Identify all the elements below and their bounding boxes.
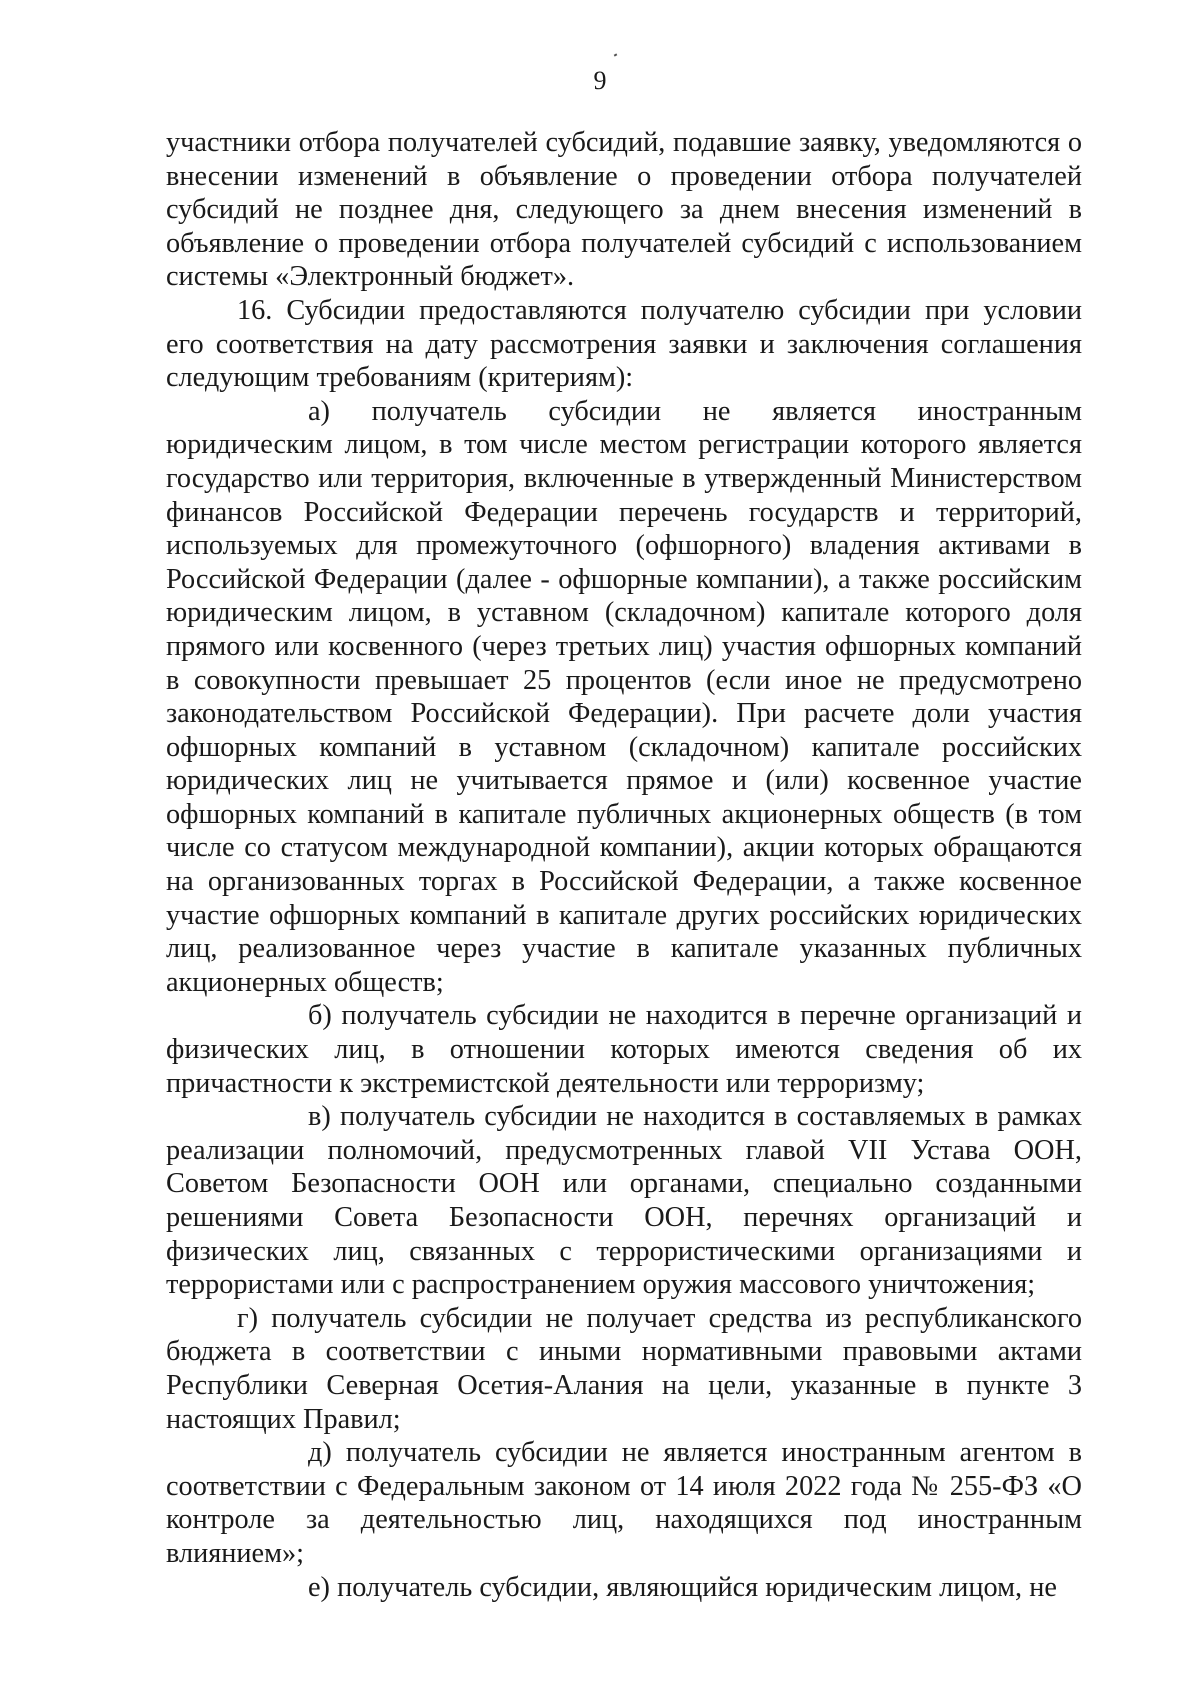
paragraph-continuation <box>166 126 1082 294</box>
paragraph-text: участники отбора получателей субсидий, подавшие заявку, уведомляются о внесении изменений в объявление о проведении отбора получателей субсидий не позднее дня, следующего за днем внесения изменений в объявление о проведении отбора получателей субсидий с использованием системы «Электронный бюджет». <box>166 127 1082 293</box>
list-marker: а) <box>308 395 330 427</box>
paragraph-text: г) получатель субсидии не получает средства из республиканского бюджета в соответствии с иными нормативными правовыми актами Республики Северная Осетия-Алания на цели, указанные в пункте 3 настоящих Правил; <box>166 1302 1082 1435</box>
paragraph-text: получатель субсидии не является иностранным агентом в соответствии с Федеральным законом от 14 июля 2022 года № 255-ФЗ «О контроле за деятельностью лиц, находящихся под иностранным влиянием»; <box>166 1437 1083 1569</box>
list-marker: в) <box>308 1101 331 1133</box>
document-body <box>166 126 1082 1604</box>
paragraph-subitem-a <box>166 395 1082 1000</box>
paragraph-subitem-b <box>166 999 1082 1100</box>
page-number: 9 <box>593 66 607 95</box>
paragraph-item-16 <box>166 294 1082 395</box>
paragraph-subitem-g <box>166 1302 1082 1436</box>
list-marker: е) <box>308 1571 330 1603</box>
list-marker: д) <box>308 1437 332 1469</box>
paragraph-text: получатель субсидии не находится в перечне организаций и физических лиц, в отношении которых имеются сведения об их причастности к экстремистской деятельности или терроризму; <box>166 1000 1082 1099</box>
paragraph-subitem-v <box>166 1100 1082 1302</box>
paragraph-text: 16. Субсидии предоставляются получателю субсидии при условии его соответствия на дату рассмотрения заявки и заключения соглашения следующим требованиям (критериям): <box>166 294 1082 394</box>
paragraph-subitem-e <box>166 1571 1082 1605</box>
paragraph-text: получатель субсидии, являющийся юридическим лицом, не <box>337 1571 1057 1603</box>
paragraph-text: получатель субсидии не является иностранным юридическим лицом, в том числе местом регистрации которого является государство или территория, включенные в утвержденный Министерством финансов Российской Федерации перечень государств и территорий, используемых для промежуточного (офшорного) владения активами в Российской Федерации (далее - офшорные компании), а также российским юридическим лицом, в уставном (складочном) капитале которого доля прямого или косвенного (через третьих лиц) участия офшорных компаний в совокупности превышает 25 процентов (если иное не предусмотрено законодательством Российской Федерации). При расчете доли участия офшорных компаний в уставном (складочном) капитале российских юридических лиц не учитывается прямое и (или) косвенное участие офшорных компаний в капитале публичных акционерных обществ (в том числе со статусом международной компании), акции которых обращаются на организованных торгах в Российской Федерации, а также косвенное участие офшорных компаний в капитале других российских юридических лиц, реализованное через участие в капитале указанных публичных акционерных обществ; <box>166 395 1082 998</box>
list-marker: б) <box>308 1000 332 1032</box>
scan-speck <box>614 53 618 56</box>
paragraph-text: получатель субсидии не находится в составляемых в рамках реализации полномочий, предусмотренных главой VII Устава ООН, Советом Безопасности ООН или органами, специально созданными решениями Совета Безопасности ООН, перечнях организаций и физических лиц, связанных с террористическими организациями и террористами или с распространением оружия массового уничтожения; <box>166 1101 1082 1301</box>
paragraph-subitem-d <box>166 1436 1082 1570</box>
